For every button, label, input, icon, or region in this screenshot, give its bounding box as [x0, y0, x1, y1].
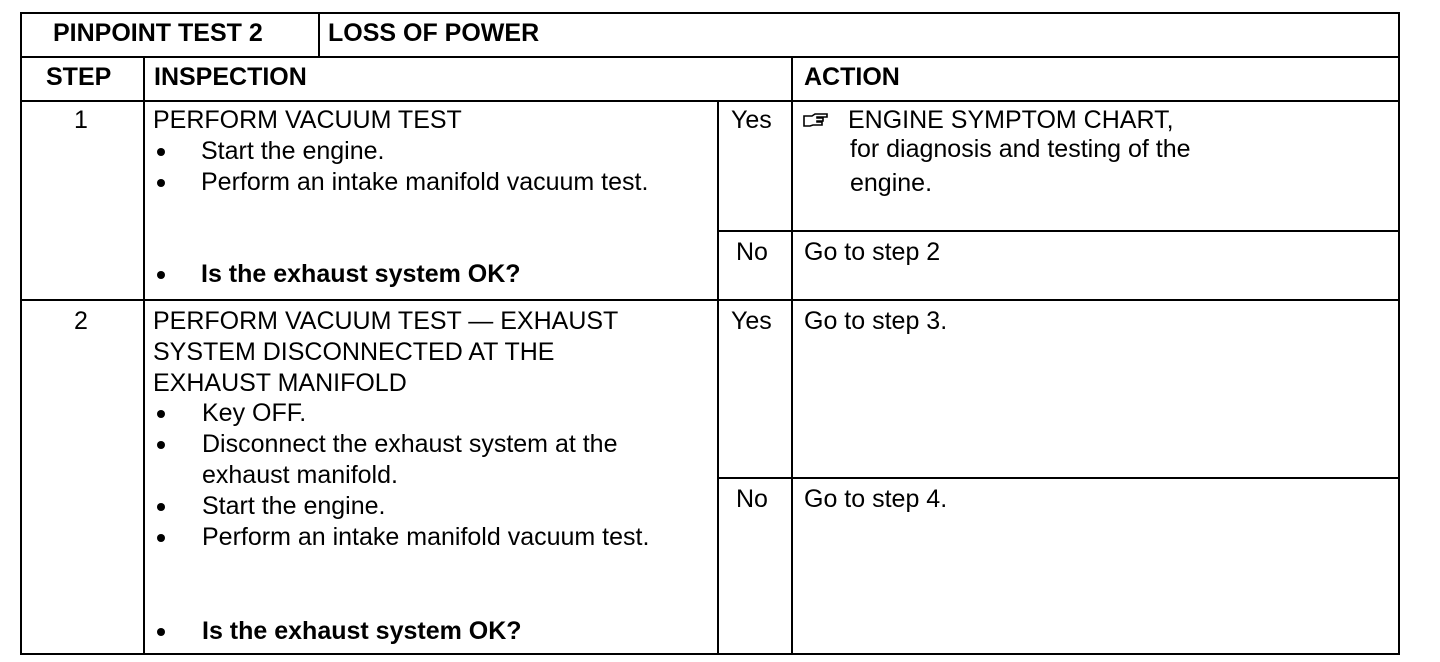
step2-no-label: No: [736, 485, 768, 513]
step1-no-label: No: [736, 238, 768, 266]
step1-number: 1: [74, 106, 88, 134]
step1-heading: PERFORM VACUUM TEST: [153, 106, 462, 134]
pointing-hand-icon: [803, 113, 829, 127]
title-row-bottom: [20, 56, 1400, 58]
step2-heading-line-1: PERFORM VACUUM TEST — EXHAUST: [153, 307, 619, 335]
step2-heading-line-2: SYSTEM DISCONNECTED AT THE: [153, 338, 555, 366]
col-divider-step: [143, 56, 145, 654]
step2-bullet-2: Disconnect the exhaust system at the: [202, 430, 618, 458]
step1-bottom: [20, 299, 1400, 301]
step2-heading-line-3: EXHAUST MANIFOLD: [153, 369, 407, 397]
step2-bullet-marker: [157, 503, 165, 511]
column-header-action: ACTION: [804, 63, 900, 91]
step1-bullet-2: Perform an intake manifold vacuum test.: [201, 168, 649, 196]
step2-bullet-marker: [157, 441, 165, 449]
column-header-step: STEP: [46, 63, 112, 91]
test-id-label: PINPOINT TEST 2: [53, 19, 263, 47]
step1-bullet-marker: [157, 148, 165, 156]
step1-bullet-1: Start the engine.: [201, 137, 385, 165]
step2-no-action: Go to step 4.: [804, 485, 948, 513]
step1-question-bullet: [157, 271, 165, 279]
step2-bullet-2-cont: exhaust manifold.: [202, 461, 398, 489]
step2-yes-action: Go to step 3.: [804, 307, 948, 335]
col-divider-action: [791, 56, 793, 654]
step1-yes-no-divider: [717, 230, 1400, 232]
step1-yes-action-line-3: engine.: [850, 169, 933, 197]
border-top: [20, 12, 1400, 14]
step1-bullet-marker: [157, 179, 165, 187]
step1-yes-action-line-1: ENGINE SYMPTOM CHART,: [848, 106, 1174, 134]
step1-yes-label: Yes: [731, 106, 772, 134]
step2-number: 2: [74, 307, 88, 335]
step2-bullet-4: Perform an intake manifold vacuum test.: [202, 523, 650, 551]
step1-question: Is the exhaust system OK?: [201, 260, 521, 288]
header-row-bottom: [20, 100, 1400, 102]
title-divider: [318, 12, 320, 57]
step2-bullet-marker: [157, 410, 165, 418]
step2-yes-label: Yes: [731, 307, 772, 335]
step1-yes-action-line-2: for diagnosis and testing of the: [850, 135, 1191, 163]
col-divider-yesno: [717, 100, 719, 654]
step2-question: Is the exhaust system OK?: [202, 617, 522, 645]
pinpoint-test-table: [20, 12, 1400, 656]
step2-question-bullet: [157, 628, 165, 636]
step2-bullet-3: Start the engine.: [202, 492, 386, 520]
step2-bullet-marker: [157, 534, 165, 542]
border-bottom: [20, 653, 1400, 655]
column-header-inspection: INSPECTION: [154, 63, 307, 91]
step2-yes-no-divider: [717, 477, 1400, 479]
border-left: [20, 12, 22, 655]
step2-bullet-1: Key OFF.: [202, 399, 307, 427]
test-title: LOSS OF POWER: [328, 19, 540, 47]
step1-no-action: Go to step 2: [804, 238, 941, 266]
border-right: [1398, 12, 1400, 655]
